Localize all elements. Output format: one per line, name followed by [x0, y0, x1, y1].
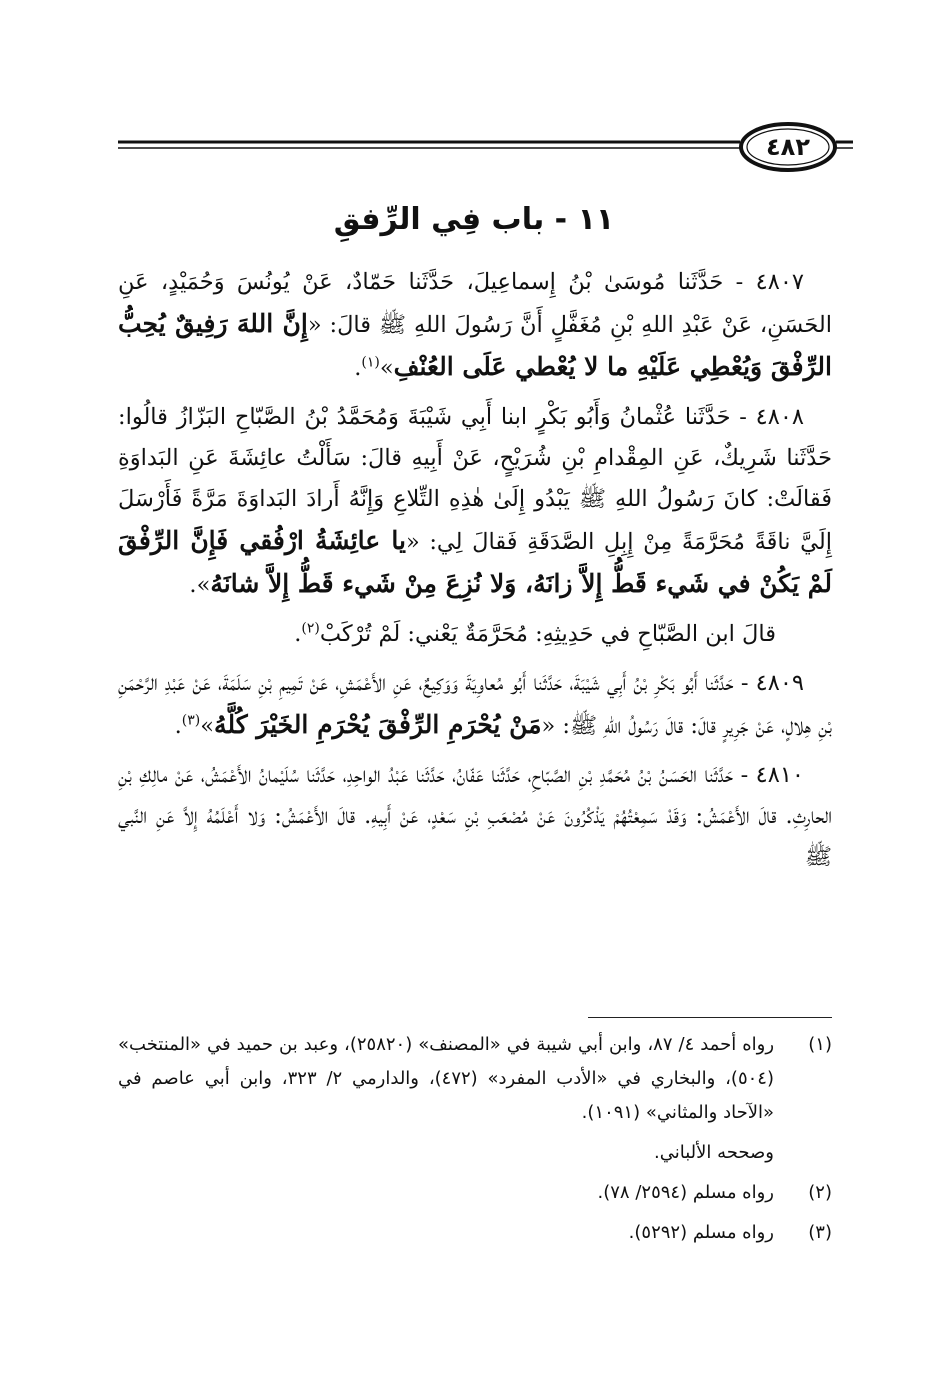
page-number: ٤٨٢ — [766, 133, 810, 161]
hadith-matn: مَنْ يُحْرَمِ الرِّفْقَ يُحْرَمِ الخَيْرَ كُلَّهُ — [214, 710, 542, 739]
hadith-isnad: - حَدَّثَنا مُوسَىٰ بْنُ إِسماعِيلَ، حَدَّثَنا حَمّادٌ، عَنْ يُونُسَ وَحُمَيْدٍ، عَنِ الحَسَنِ، عَنْ عَبْدِ اللهِ بْنِ مُغَفَّلٍ أَنَّ رَسُولَ اللهِ ﷺ قالَ: « — [118, 269, 832, 338]
footnote-number: (١) — [808, 1034, 832, 1055]
quote-close: » — [379, 355, 394, 381]
paragraph-end: . — [294, 621, 302, 647]
main-text — [118, 262, 832, 886]
hadith-paragraph — [118, 397, 832, 606]
hadith-isnad: - حَدَّثَنا أَبُو بَكْرِ بْنُ أَبِي شَيْبَةَ، حَدَّثَنا أَبُو مُعاوِيَةَ وَوَكِيعٌ، عَنِ الأَعْمَشِ، عَنْ تَمِيمِ بْنِ سَلَمَةَ، عَنْ عَبْدِ الرَّحْمَنِ بْنِ هِلالٍ، عَنْ جَرِيرٍ قالَ: قالَ رَسُولُ اللهِ ﷺ: « — [118, 670, 832, 739]
footnote-text: رواه مسلم (٥٢٩٢). — [628, 1222, 774, 1243]
footnote-item — [118, 1028, 832, 1130]
hadith-number: ٤٨٠٨ — [755, 404, 804, 430]
hadith-paragraph — [118, 755, 832, 878]
chapter-title: ١١ - باب فِي الرِّفقِ — [333, 202, 615, 237]
footnote-separator — [588, 1017, 832, 1018]
footnote-ref[interactable]: (٢) — [301, 620, 320, 637]
note-text: قالَ ابن الصَّبّاحِ في حَدِيثِهِ: مُحَرَّمَةٌ يَعْني: لَمْ تُرْكَبْ — [319, 621, 776, 647]
footnote-number: (٣) — [808, 1222, 832, 1243]
hadith-number: ٤٨٠٩ — [755, 670, 804, 696]
footnote-text: رواه مسلم (٢٥٩٤/ ٧٨). — [597, 1182, 774, 1203]
paragraph-end: . — [189, 572, 197, 598]
hadith-isnad: - حَدَّثَنا الحَسَنُ بْنُ مُحَمَّدِ بْنِ الصَّبّاحِ، حَدَّثَنا عَفّانُ، حَدَّثَنا عَبْدُ الواحِدِ، حَدَّثَنا سُلَيْمانُ الأَعْمَشُ، عَنْ مالِكِ بْنِ الحارِثِ. قالَ الأَعْمَشُ: وَقَدْ سَمِعْتُهُمْ يَذْكُرُونَ عَنْ مُصْعَبِ بْنِ سَعْدٍ، عَنْ أَبِيهِ. قالَ الأَعْمَشُ: وَلا أَعْلَمُهُ إِلاَّ عَنِ النَّبي ﷺ — [118, 762, 832, 870]
hadith-matn: يا عائِشَةُ ارْفُقي فَإِنَّ الرِّفْقَ لَمْ يَكُنْ في شَيء قَطُّ إِلاَّ زانَهُ، وَلا نُزِعَ مِنْ شَيء قَطُّ إِلاَّ شانَهُ — [118, 526, 832, 598]
footnote-ref[interactable]: (٣) — [181, 712, 201, 729]
footnotes-section — [118, 1028, 832, 1256]
paragraph-end: . — [174, 713, 182, 739]
paragraph-end: . — [354, 355, 362, 381]
hadith-isnad: - حَدَّثَنا عُثْمانُ وَأَبُو بَكْرٍ ابنا أَبِي شَيْبَةَ وَمُحَمَّدُ بْنُ الصَّبّاحِ البَزّازُ قالُوا: حَدَّثَنا شَرِيكٌ، عَنِ المِقْدامِ بْنِ شُرَيْحٍ، عَنْ أَبِيهِ قالَ: سَأَلْتُ عائِشَةَ عَنِ البَداوَةِ فَقالَتْ: كانَ رَسُولُ اللهِ ﷺ يَبْدُو إِلَىٰ هٰذِهِ التِّلاعِ وَإِنَّهُ أَرادَ البَداوَةَ مَرَّةً فَأَرْسَلَ إِلَيَّ ناقَةً مُحَرَّمَةً مِنْ إِبِلِ الصَّدَقَةِ فَقالَ لِي: « — [118, 404, 832, 555]
hadith-matn: إِنَّ اللهَ رَفِيقٌ يُحِبُّ الرِّفْقَ وَيُعْطِي عَلَيْهِ ما لا يُعْطي عَلَى العُنْفِ — [118, 309, 832, 381]
quote-close: » — [200, 713, 215, 739]
footnote-number: (٢) — [808, 1182, 832, 1203]
footnote-ref[interactable]: (١) — [361, 354, 380, 371]
hadith-number: ٤٨١٠ — [755, 762, 804, 788]
footnote-item — [118, 1216, 832, 1250]
hadith-paragraph — [118, 663, 832, 747]
hadith-number: ٤٨٠٧ — [755, 269, 804, 295]
narrator-note — [118, 614, 832, 655]
footnote-extra: وصححه الألباني. — [654, 1142, 774, 1163]
footnote-text: رواه أحمد ٤/ ٨٧، وابن أبي شيبة في «المصنف» (٢٥٨٢٠)، وعبد بن حميد في «المنتخب» (٥٠٤)، والبخاري في «الأدب المفرد» (٤٧٢)، والدارمي ٢/ ٣٢٣، وابن أبي عاصم في «الآحاد والمثاني» (١٠٩١). — [118, 1034, 775, 1123]
quote-close: » — [196, 572, 211, 598]
page-header — [118, 120, 853, 174]
hadith-paragraph — [118, 262, 832, 389]
footnote-item — [118, 1176, 832, 1210]
